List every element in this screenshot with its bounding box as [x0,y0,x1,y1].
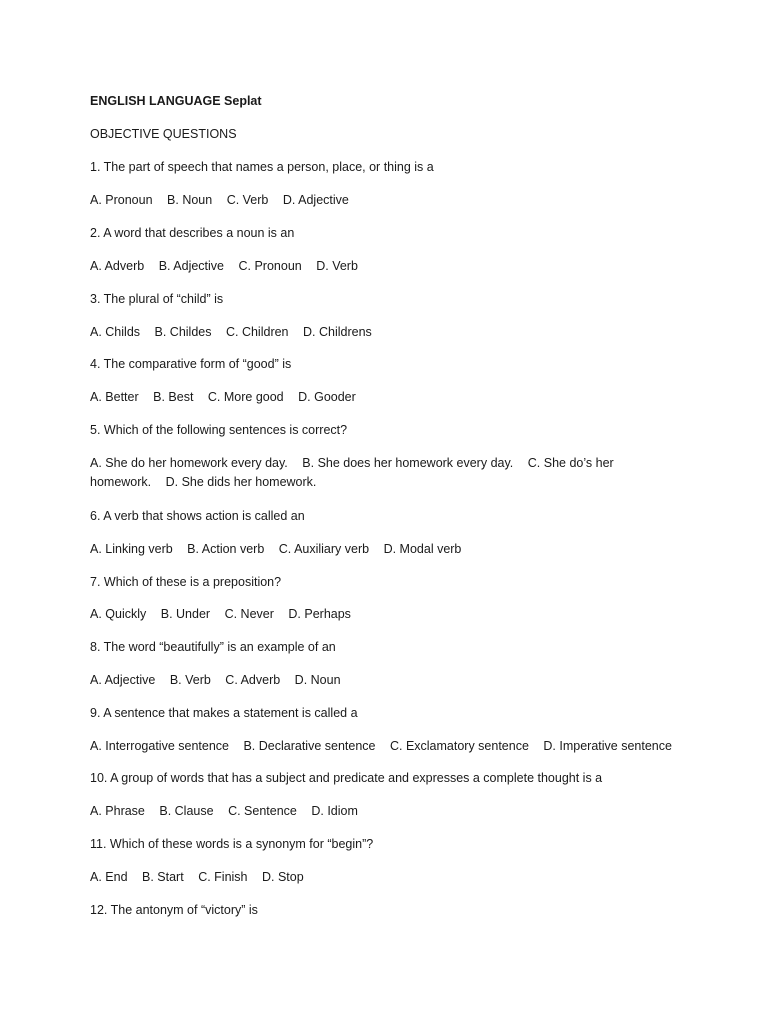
option-b: B. She does her homework every day. [302,456,514,470]
option-c: C. Pronoun [238,259,302,273]
option-d: D. Adjective [282,193,349,207]
option-b: B. Action verb [187,542,265,556]
question-text: 5. Which of the following sentences is correct? [90,423,348,437]
question-text: 12. The antonym of “victory” is [90,903,258,917]
option-a: A. Childs [90,325,141,339]
option-a: A. Interrogative sentence [90,739,229,753]
option-b: B. Verb [169,673,211,687]
option-b: B. Best [153,390,194,404]
option-d: D. Childrens [303,325,372,339]
option-d: D. Verb [316,259,358,273]
option-a: A. She do her homework every day. [90,456,288,470]
question-text: 9. A sentence that makes a statement is called a [90,706,358,720]
question-text: 7. Which of these is a preposition? [90,575,282,589]
option-d: D. Imperative sentence [543,739,672,753]
option-b: B. Start [142,870,184,884]
option-a: A. Adverb [90,259,145,273]
option-d: D. She dids her homework. [165,475,317,489]
question-text: 8. The word “beautifully” is an example of an [90,640,336,654]
answer-options [90,191,349,210]
answer-options [90,802,358,821]
question-text: 1. The part of speech that names a person, place, or thing is a [90,160,434,174]
option-a: A. Adjective [90,673,156,687]
document-title: ENGLISH LANGUAGE Seplat [90,94,262,108]
question-text: 4. The comparative form of “good” is [90,357,292,371]
option-c: C. Never [224,607,274,621]
option-a: A. Quickly [90,607,147,621]
question-text: 6. A verb that shows action is called an [90,509,305,523]
answer-options [90,868,304,887]
section-heading: OBJECTIVE QUESTIONS [90,127,237,141]
option-a: A. Phrase [90,804,145,818]
question-text: 3. The plural of “child” is [90,292,224,306]
answer-options [90,323,372,342]
option-d: D. Stop [262,870,304,884]
question-text: 11. Which of these words is a synonym for “begin”? [90,837,374,851]
option-a: A. Pronoun [90,193,153,207]
answer-options [90,737,672,756]
option-c: C. She do’s her homework. [90,456,614,489]
option-b: B. Declarative sentence [243,739,376,753]
answer-options [90,257,358,276]
answer-options [90,540,461,559]
option-c: C. More good [207,390,284,404]
option-b: B. Clause [159,804,214,818]
option-c: C. Finish [198,870,248,884]
answer-options [90,605,351,624]
answer-options [90,454,630,492]
option-a: A. End [90,870,128,884]
option-c: C. Children [225,325,289,339]
option-b: B. Adjective [158,259,225,273]
option-d: D. Noun [294,673,341,687]
option-c: C. Auxiliary verb [278,542,370,556]
option-b: B. Noun [167,193,213,207]
option-b: B. Under [160,607,211,621]
option-d: D. Gooder [298,390,356,404]
option-c: C. Sentence [228,804,297,818]
option-c: C. Adverb [225,673,281,687]
option-c: C. Exclamatory sentence [389,739,529,753]
option-a: A. Better [90,390,139,404]
question-text: 10. A group of words that has a subject and predicate and expresses a complete thought is a [90,771,603,785]
question-text: 2. A word that describes a noun is an [90,226,295,240]
option-d: D. Modal verb [383,542,462,556]
option-d: D. Idiom [311,804,358,818]
option-b: B. Childes [154,325,212,339]
option-a: A. Linking verb [90,542,173,556]
option-c: C. Verb [226,193,269,207]
answer-options [90,388,356,407]
answer-options [90,671,341,690]
option-d: D. Perhaps [288,607,351,621]
